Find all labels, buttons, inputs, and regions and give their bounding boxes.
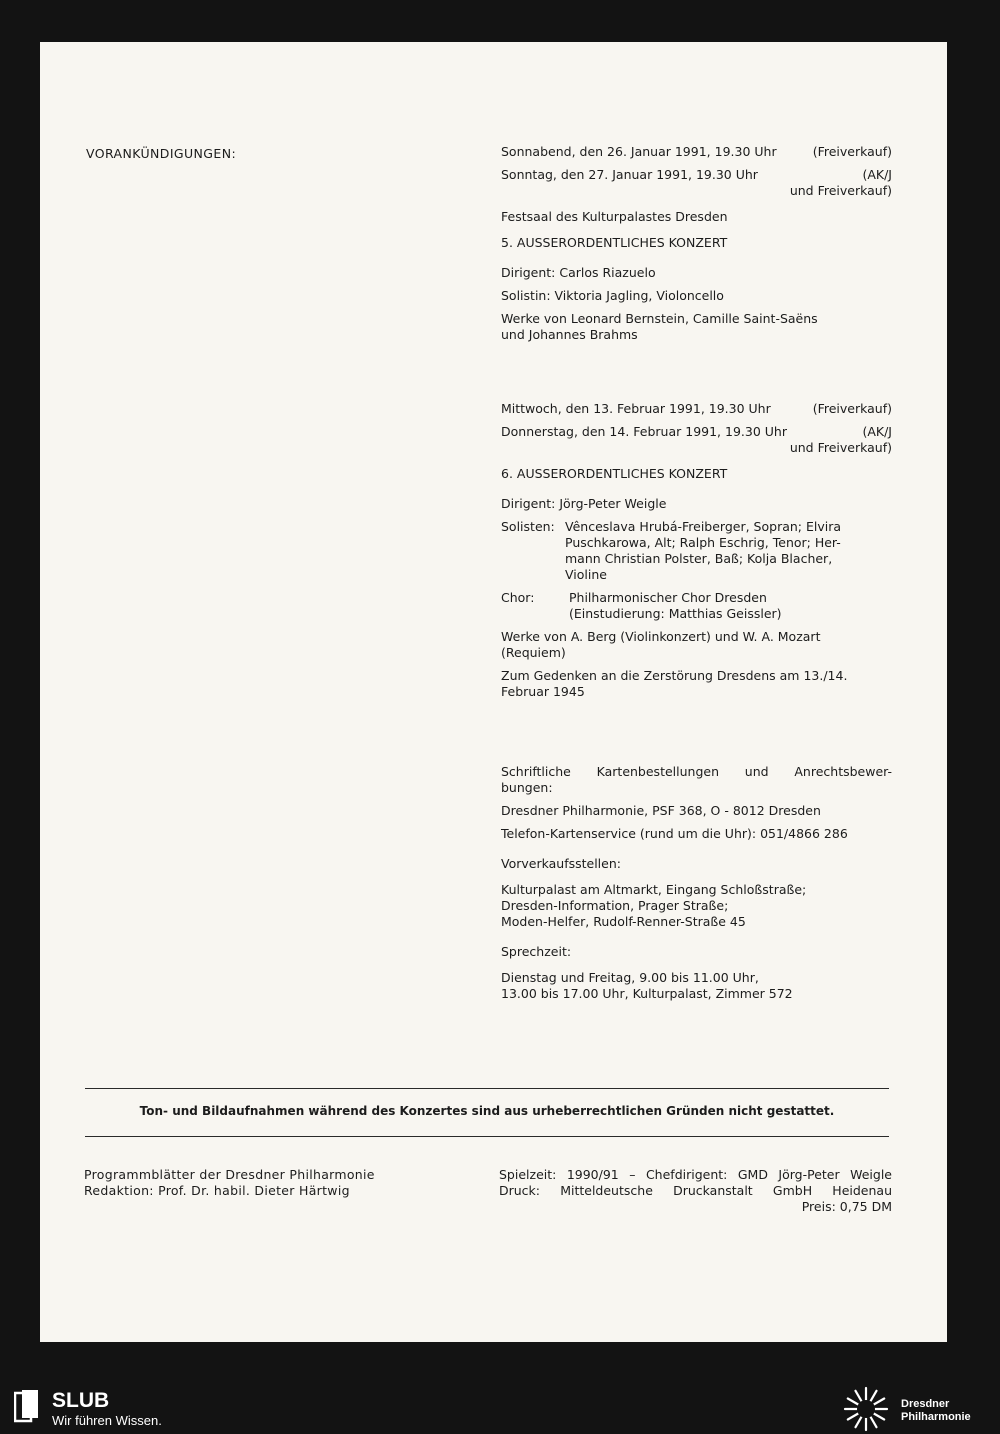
presale-1: Kulturpalast am Altmarkt, Eingang Schloßstraße; <box>501 882 807 897</box>
divider-bottom <box>85 1136 889 1137</box>
divider-top <box>85 1088 889 1089</box>
hours-2: 13.00 bis 17.00 Uhr, Kulturpalast, Zimmer 572 <box>501 986 793 1001</box>
announcement-column <box>501 144 892 1002</box>
footer-left: Programmblätter der Dresdner Philharmonie Redaktion: Prof. Dr. habil. Dieter Härtwig <box>84 1167 375 1198</box>
ticket-phone: Telefon-Kartenservice (rund um die Uhr): 051/4866 286 <box>501 826 848 841</box>
concert5-date2: Sonntag, den 27. Januar 1991, 19.30 Uhr (AK/J <box>501 167 892 182</box>
presale-2: Dresden-Information, Prager Straße; <box>501 898 729 913</box>
concert5-conductor: Dirigent: Carlos Riazuelo <box>501 265 656 280</box>
hours-1: Dienstag und Freitag, 9.00 bis 11.00 Uhr, <box>501 970 759 985</box>
concert5-venue: Festsaal des Kulturpalastes Dresden <box>501 209 728 224</box>
recording-notice: Ton- und Bildaufnahmen während des Konzertes sind aus urheberrechtlichen Gründen nicht gestattet. <box>139 1104 835 1118</box>
slub-logo-title[interactable]: SLUB <box>52 1389 110 1412</box>
presale-label: Vorverkaufsstellen: <box>501 856 621 871</box>
concert6-title: 6. AUSSERORDENTLICHES KONZERT <box>501 466 728 481</box>
presale-3: Moden-Helfer, Rudolf-Renner-Straße 45 <box>501 914 746 929</box>
concert6-memorial-1: Zum Gedenken an die Zerstörung Dresdens am 13./14. <box>501 668 848 683</box>
ticket-address: Dresdner Philharmonie, PSF 368, O - 8012 Dresden <box>501 803 821 818</box>
concert6-soloists: Solisten: Vênceslava Hrubá-Freiberger, Sopran; Elvira Puschkarowa, Alt; Ralph Eschrig, Tenor; Her- mann Christian Polster, Baß; Kolja Blacher, Violine <box>501 519 842 582</box>
concert6-choir: Chor: Philharmonischer Chor Dresden (Einstudierung: Matthias Geissler) <box>501 590 782 621</box>
ticket-orders-1: Schriftliche Kartenbestellungen und Anrechtsbewer- <box>501 764 892 779</box>
slub-book-icon <box>14 1389 40 1425</box>
concert5-date1: Sonnabend, den 26. Januar 1991, 19.30 Uhr (Freiverkauf) <box>501 144 892 159</box>
concert5-works-2: und Johannes Brahms <box>501 327 638 342</box>
concert5-title: 5. AUSSERORDENTLICHES KONZERT <box>501 235 728 250</box>
hours-label: Sprechzeit: <box>501 944 572 959</box>
concert6-works-1: Werke von A. Berg (Violinkonzert) und W. A. Mozart <box>501 629 821 644</box>
concert5-sale: und Freiverkauf) <box>789 183 892 198</box>
concert6-date2: Donnerstag, den 14. Februar 1991, 19.30 Uhr (AK/J <box>501 424 892 439</box>
philharmonie-sunburst-icon <box>842 1386 890 1432</box>
concert6-sale: und Freiverkauf) <box>789 440 892 455</box>
concert6-works-2: (Requiem) <box>501 645 566 660</box>
slub-logo-tagline: Wir führen Wissen. <box>52 1413 162 1428</box>
concert6-memorial-2: Februar 1945 <box>501 684 585 699</box>
concert6-conductor: Dirigent: Jörg-Peter Weigle <box>501 496 667 511</box>
section-heading: VORANKÜNDIGUNGEN: <box>86 146 237 161</box>
footer-right: Spielzeit: 1990/91 – Chefdirigent: GMD Jörg-Peter Weigle Druck: Mitteldeutsche Druckanstalt GmbH Heidenau Preis: 0,75 DM <box>499 1167 892 1214</box>
concert5-works-1: Werke von Leonard Bernstein, Camille Saint-Saëns <box>501 311 818 326</box>
program-page <box>40 42 947 1342</box>
concert5-soloist: Solistin: Viktoria Jagling, Violoncello <box>501 288 724 303</box>
concert6-date1: Mittwoch, den 13. Februar 1991, 19.30 Uhr (Freiverkauf) <box>501 401 892 416</box>
ticket-orders-2: bungen: <box>501 780 553 795</box>
philharmonie-logo-text[interactable]: Dresdner Philharmonie <box>901 1398 971 1423</box>
